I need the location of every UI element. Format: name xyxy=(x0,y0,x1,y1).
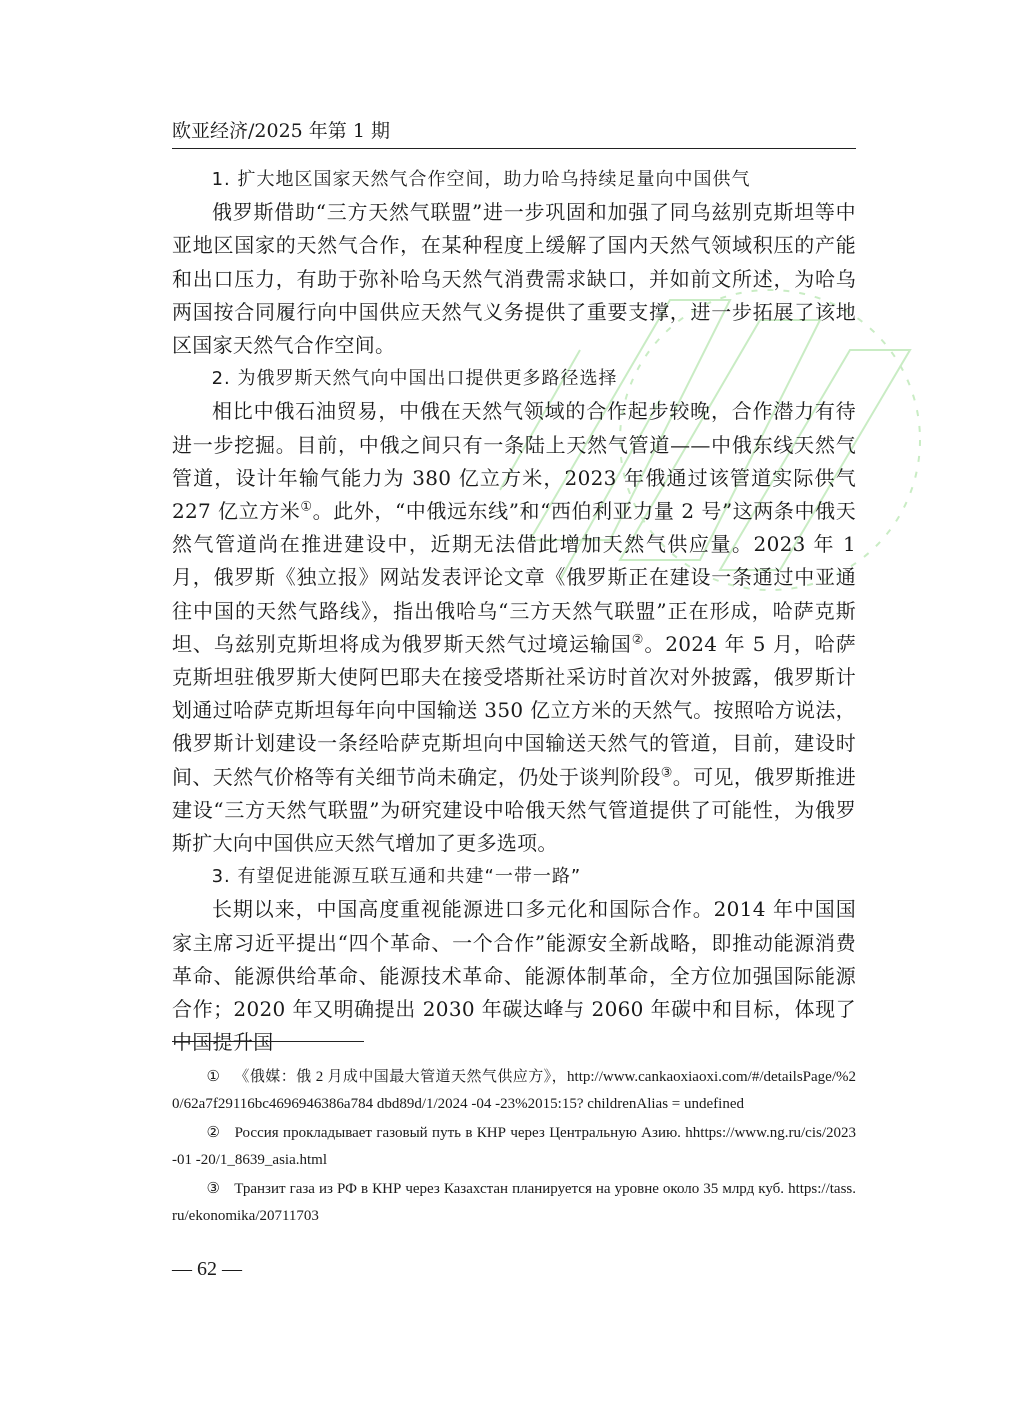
footnote-mark: ② xyxy=(206,1125,221,1141)
footnote xyxy=(172,1120,856,1174)
paragraph-text: 长期以来，中国高度重视能源进口多元化和国际合作。2014 年中国国家主席习近平提出“四个革命、一个合作”能源安全新战略，即推动能源消费革命、能源供给革命、能源技术革命、能源体制革命，全方位加强国际能源合作；2020 年又明确提出 2030 年碳达峰与 2060 年碳中和目标，体现了中国提升国 xyxy=(172,897,856,1055)
paragraph-text: 。2024 年 5 月，哈萨克斯坦驻俄罗斯大使阿巴耶夫在接受塔斯社采访时首次对外披露，俄罗斯计划通过哈萨克斯坦每年向中国输送 350 亿立方米的天然气。按照哈方说法，俄罗斯计划建设一条经哈萨克斯坦向中国输送天然气的管道，目前，建设时间、天然气价格等有关细节尚未确定，仍处于谈判阶段 xyxy=(172,631,856,789)
section-heading: 2. 为俄罗斯天然气向中国出口提供更多路径选择 xyxy=(211,368,618,390)
footnote xyxy=(172,1064,856,1118)
footnote-reference[interactable]: ① xyxy=(300,499,313,515)
footnote-reference[interactable]: ③ xyxy=(660,765,673,780)
article-body xyxy=(172,163,856,1059)
footnote-mark: ① xyxy=(206,1069,221,1085)
paragraph-text: 俄罗斯借助“三方天然气联盟”进一步巩固和加强了同乌兹别克斯坦等中亚地区国家的天然气合作，在某种程度上缓解了国内天然气领域积压的产能和出口压力，有助于弥补哈乌天然气消费需求缺口，并如前文所述，为哈乌两国按合同履行向中国供应天然气义务提供了重要支撑，进一步拓展了该地区国家天然气合作空间。 xyxy=(172,200,856,358)
body-paragraph xyxy=(172,196,856,362)
paragraph-text: 。此外，“中俄远东线”和“西伯利亚力量 2 号”这两条中俄天然气管道尚在推进建设中，近期无法借此增加天然气供应量。2023 年 1 月，俄罗斯《独立报》网站发表评论文章《俄罗斯正在建设一条通过中亚通往中国的天然气路线》，指出俄哈乌“三方天然气联盟”正在形成，哈萨克斯坦、乌兹别克斯坦将成为俄罗斯天然气过境运输国 xyxy=(172,499,856,656)
footnote xyxy=(172,1176,856,1230)
page-number: — 62 — xyxy=(172,1258,242,1280)
body-paragraph xyxy=(172,395,856,860)
footnote-reference[interactable]: ② xyxy=(631,632,645,648)
footnote-text: Транзит газа из РФ в КНР через Казахстан планируется на уровне около 35 млрд куб. https://tass.ru/ekonomika/20711703 xyxy=(172,1181,857,1224)
section-heading: 3. 有望促进能源互联互通和共建“一带一路” xyxy=(211,866,582,888)
running-head: 欧亚经济/2025 年第 1 期 xyxy=(172,118,856,149)
paragraph-text: 相比中俄石油贸易，中俄在天然气领域的合作起步较晚，合作潜力有待进一步挖掘。目前，中俄之间只有一条陆上天然气管道——中俄东线天然气管道，设计年输气能力为 380 亿立方米，2023 年俄通过该管道实际供气 227 亿立方米 xyxy=(172,399,856,524)
section-heading: 1. 扩大地区国家天然气合作空间，助力哈乌持续足量向中国供气 xyxy=(211,169,751,190)
footnote-text: Россия прокладывает газовый путь в КНР через Центральную Азию. hhttps://www.ng.ru/cis/2023 -01 -20/1_8639_asia.html xyxy=(172,1125,856,1168)
paragraph-text: 。可见，俄罗斯推进建设“三方天然气联盟”为研究建设中哈俄天然气管道提供了可能性，为俄罗斯扩大向中国供应天然气增加了更多选项。 xyxy=(172,764,856,856)
footnote-divider xyxy=(172,1041,364,1042)
footnote-text: 《俄媒：俄 2 月成中国最大管道天然气供应方》，http://www.cankaoxiaoxi.com/#/detailsPage/%20/62a7f29116bc4696946386a784 dbd89d/1/2024 -04 -23%2015:15? childrenAlias = undefined xyxy=(172,1069,856,1112)
footnote-mark: ③ xyxy=(206,1181,221,1197)
footnotes xyxy=(172,1064,856,1232)
body-paragraph xyxy=(172,893,856,1059)
